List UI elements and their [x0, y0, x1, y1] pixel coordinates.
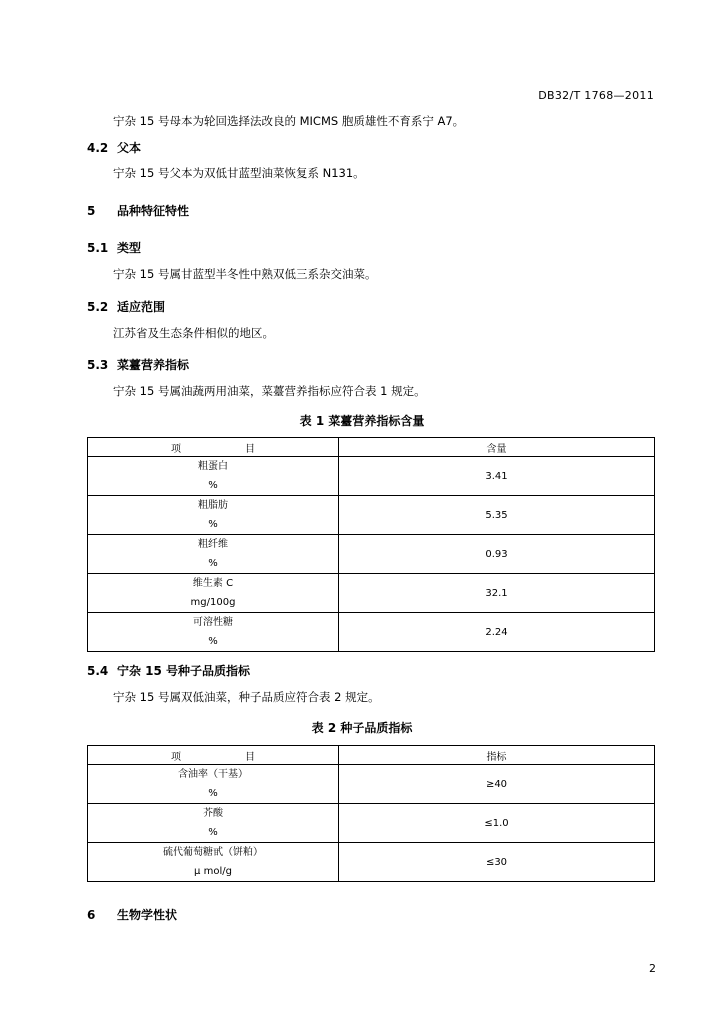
heading-number: 5 [87, 204, 96, 218]
table-2-caption: 表 2 种子品质指标 [311, 721, 413, 735]
item-unit: mg/100g [190, 597, 236, 608]
value-cell: 5.35 [339, 496, 655, 535]
header-char: 目 [245, 751, 255, 763]
heading-5-1 [87, 239, 141, 256]
table-row [88, 843, 655, 882]
heading-title: 品种特征特性 [117, 204, 190, 218]
item-name: 含油率（干基） [178, 769, 248, 780]
heading-title: 宁杂 15 号种子品质指标 [117, 664, 251, 678]
header-char: 项 [171, 751, 181, 763]
heading-number: 6 [87, 908, 96, 922]
value-cell: 3.41 [339, 457, 655, 496]
heading-number: 5.4 [87, 664, 109, 678]
value-cell: ≤1.0 [339, 804, 655, 843]
paragraph-type: 宁杂 15 号属甘蓝型半冬性中熟双低三系杂交油菜。 [113, 267, 377, 281]
heading-title: 适应范围 [117, 300, 166, 314]
item-cell [88, 613, 339, 652]
item-cell [88, 496, 339, 535]
item-name: 维生素 C [192, 578, 234, 589]
column-header-value: 含量 [339, 438, 655, 457]
item-cell [88, 765, 339, 804]
item-name: 硫代葡萄糖甙（饼粕） [163, 847, 263, 858]
heading-title: 菜薹营养指标 [117, 358, 190, 372]
paragraph-mother-line: 宁杂 15 号母本为轮回选择法改良的 MICMS 胞质雄性不育系宁 A7。 [113, 114, 465, 128]
table-row [88, 457, 655, 496]
paragraph-father-line: 宁杂 15 号父本为双低甘蓝型油菜恢复系 N131。 [113, 166, 365, 180]
item-name: 芥酸 [203, 808, 223, 819]
item-unit: μ mol/g [194, 866, 232, 877]
table-row [88, 496, 655, 535]
page-number: 2 [649, 962, 656, 975]
item-name: 粗纤维 [198, 539, 228, 550]
value-cell: ≤30 [339, 843, 655, 882]
value-cell: 2.24 [339, 613, 655, 652]
column-header-value: 指标 [339, 746, 655, 765]
table-1-caption: 表 1 菜薹营养指标含量 [299, 414, 425, 428]
header-char: 目 [245, 443, 255, 455]
item-cell [88, 535, 339, 574]
heading-5-3 [87, 356, 189, 373]
paragraph-nutrition: 宁杂 15 号属油蔬两用油菜，菜薹营养指标应符合表 1 规定。 [113, 384, 426, 398]
column-header-item [88, 438, 339, 457]
item-name: 粗脂肪 [198, 500, 228, 511]
item-unit: % [208, 788, 218, 799]
table-row [88, 765, 655, 804]
table-row [88, 613, 655, 652]
heading-5-4 [87, 662, 250, 679]
column-header-item [88, 746, 339, 765]
item-cell [88, 804, 339, 843]
item-unit: % [208, 558, 218, 569]
table-row [88, 535, 655, 574]
table-header-row [88, 746, 655, 765]
standard-number: DB32/T 1768—2011 [538, 89, 654, 102]
item-unit: % [208, 519, 218, 530]
item-name: 可溶性糖 [193, 617, 233, 628]
item-unit: % [208, 827, 218, 838]
heading-number: 5.1 [87, 241, 109, 255]
value-cell: ≥40 [339, 765, 655, 804]
table-row [88, 574, 655, 613]
table-row [88, 804, 655, 843]
heading-title: 类型 [117, 241, 142, 255]
paragraph-range: 江苏省及生态条件相似的地区。 [113, 326, 274, 340]
table-1 [87, 437, 655, 652]
heading-5 [87, 202, 189, 219]
item-unit: % [208, 636, 218, 647]
heading-number: 4.2 [87, 141, 109, 155]
item-unit: % [208, 480, 218, 491]
heading-title: 生物学性状 [117, 908, 178, 922]
value-cell: 0.93 [339, 535, 655, 574]
table-header-row [88, 438, 655, 457]
item-cell [88, 574, 339, 613]
heading-number: 5.2 [87, 300, 109, 314]
heading-6 [87, 906, 177, 923]
value-cell: 32.1 [339, 574, 655, 613]
heading-number: 5.3 [87, 358, 109, 372]
paragraph-seed-quality: 宁杂 15 号属双低油菜，种子品质应符合表 2 规定。 [113, 690, 380, 704]
item-cell [88, 457, 339, 496]
table-2 [87, 745, 655, 882]
heading-5-2 [87, 298, 165, 315]
item-name: 粗蛋白 [198, 461, 228, 472]
item-cell [88, 843, 339, 882]
heading-title: 父本 [117, 141, 142, 155]
header-char: 项 [171, 443, 181, 455]
heading-4-2 [87, 139, 141, 156]
